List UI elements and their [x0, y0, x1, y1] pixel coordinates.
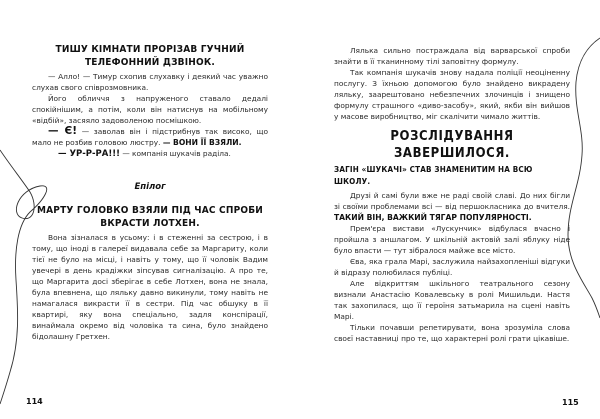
paragraph-text: — компанія шукачів раділа.	[119, 149, 231, 158]
heading-line: ВКРАСТИ ЛОТХЕН.	[100, 218, 200, 229]
paragraph: Єва, яка грала Марі, заслужила найзахопленіші відгуки й відразу полюбилася публіці.	[334, 257, 570, 277]
chapter-heading-2	[32, 204, 268, 230]
page-number: 114	[26, 397, 43, 406]
section-heading: РОЗСЛІДУВАННЯ ЗАВЕРШИЛОСЯ.	[390, 129, 514, 161]
section-subheading: ЗАГІН «ШУКАЧІ» СТАВ ЗНАМЕНИТИМ НА ВСЮ ШКОЛУ.	[334, 165, 533, 186]
heading-line: ТИШУ КІМНАТИ ПРОРІЗАВ ГУЧНИЙ	[55, 44, 245, 55]
paragraph-text: Друзі й самі були вже не раді своїй славі. До них бігли зі своїми проблемами всі — від першокласника до вчителя.	[334, 191, 570, 211]
paragraph: — Алло! — Тимур схопив слухавку і деякий час уважно слухав свого співрозмовника.	[32, 72, 268, 92]
right-text-column	[334, 45, 570, 344]
exclamation: — УР-Р-РА!!!	[58, 149, 120, 159]
paragraph: Його обличчя з напруженого ставало дедалі спокійнішим, а потім, коли він натиснув на мобільному «відбій», засяяло задоволеною посмішкою.	[32, 94, 268, 125]
paragraph: Вона зізналася в усьому: і в стеженні за сестрою, і в тому, що іноді в галереї видавала себе за Маргариту, коли тієї не було на місці, і навіть у тому, що її чоловік Вадим увечері в день крадіжки зіпсував сигналізацію. А про те, що Маргарита досі зберігає в себе Лотхен, вона не знала, була впевнена, що ляльку давно викинули, тому навіть не намагалася викрасти її в сестри. Під час обшуку в її квартирі, яку вона спеціально, задля конспірації, винаймала окремо від чоловіка та сина, було знайдено бідолашну Гретхен.	[32, 233, 268, 341]
chapter-heading-1	[32, 43, 268, 69]
heading-line: МАРТУ ГОЛОВКО ВЗЯЛИ ПІД ЧАС СПРОБИ	[36, 205, 264, 216]
epilogue-title: Епілог	[134, 182, 166, 192]
exclamation: — ВОНИ ЇЇ ВЗЯЛИ.	[162, 138, 242, 147]
paragraph	[334, 190, 570, 223]
paragraph: Але відкриттям шкільного театрального сезону визнали Анастасію Ковалевську в ролі Мишильди. Настя так захопилася, що її героїня затьмарила на сцені навіть Марі.	[334, 279, 570, 321]
paragraph: Лялька сильно постраждала від варварської спроби знайти в її тканинному тілі заповітну формулу.	[334, 46, 570, 66]
paragraph	[32, 126, 268, 148]
paragraph	[32, 148, 268, 160]
paragraph-text: — заволав він і підстрибнув так високо, що мало не розбив головою люстру.	[32, 127, 268, 147]
heading-line: ТЕЛЕФОННИЙ ДЗВІНОК.	[84, 57, 216, 68]
paragraph: Прем'єра вистави «Лускунчик» відбулася вчасно і пройшла з аншлагом. У шкільній актовій залі яблуку ніде було впасти — тут зібралося майже все місто.	[334, 224, 570, 255]
page-number: 115	[562, 398, 579, 407]
emphasis-text: ТАКИЙ ВІН, ВАЖКИЙ ТЯГАР ПОПУЛЯРНОСТІ.	[334, 213, 532, 222]
exclamation: — Є!	[48, 125, 77, 137]
paragraph: Так компанія шукачів знову надала поліції неоціненну послугу. З їхньою допомогою було знайдено викрадену ляльку, заарештовано небезпечних злочинців і знищено формулу страшного «диво-засобу», який, якби він вийшов у масове виробництво, міг скалічити чимало життів.	[334, 68, 570, 121]
paragraph: Тільки почавши репетирувати, вона зрозуміла слова своєї наставниці про те, що характерні ролі грати цікавіше.	[334, 323, 570, 343]
right-page	[300, 0, 600, 419]
left-text-column	[32, 43, 268, 342]
